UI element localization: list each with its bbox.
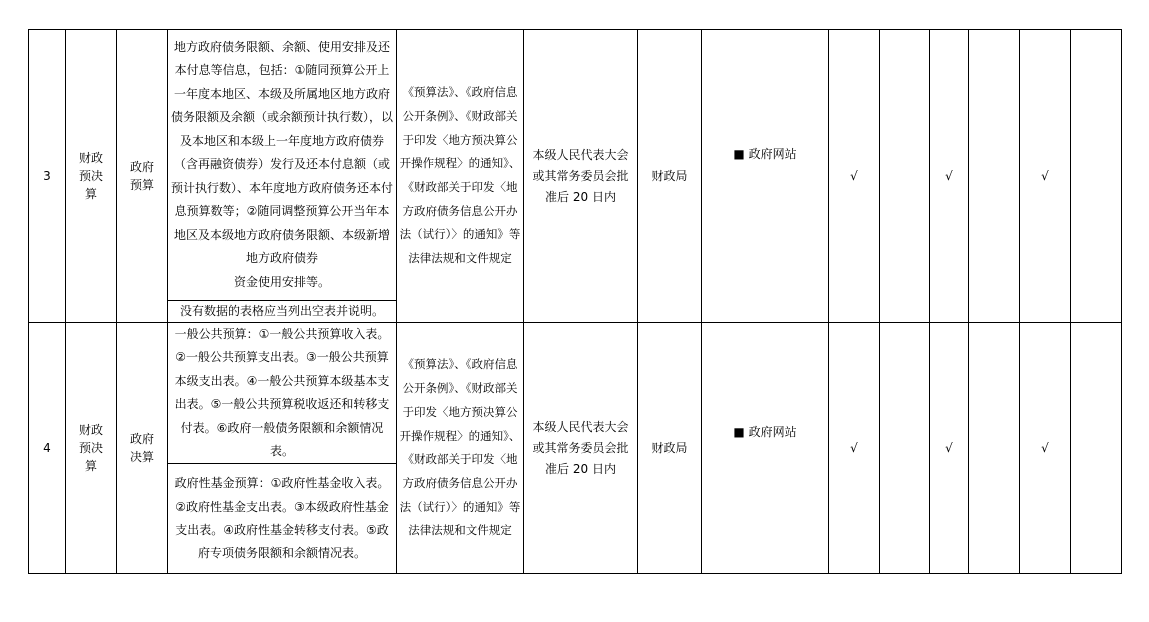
content-main: 地方政府债务限额、余额、使用安排及还本付息等信息，包括：①随同预算公开上一年度本地区、本级及所属地区地方政府债务限额及余额（或余额预计执行数），以及本地区和本级上一年度地方政府债券（含再融资债券）发行及还本付息额（或预计执行数）、本年度地方政府债务还本付息预算数等；②随同调整预算公开当年本地区及本级地方政府债务限额、本级新增地方政府债券 — [170, 39, 393, 266]
check-cell: √ — [829, 323, 880, 574]
content-note: 没有数据的表格应当列出空表并说明。 — [168, 301, 397, 323]
disclosure-table — [28, 29, 1122, 574]
check-cell — [969, 30, 1020, 323]
content-cell — [168, 30, 397, 301]
check-cell — [969, 323, 1020, 574]
check-cell: √ — [930, 323, 969, 574]
basis-cell: 《预算法》、《政府信息公开条例》、《财政部关于印发〈地方预决算公开操作规程〉的通知》、《财政部关于印发〈地方政府债务信息公开办法（试行）〉的通知》等法律法规和文件规定 — [397, 30, 524, 323]
check-cell — [880, 30, 930, 323]
content-a: 一般公共预算：①一般公共预算收入表。②一般公共预算支出表。③一般公共预算本级支出表。④一般公共预算本级基本支出表。⑤一般公共预算税收返还和转移支付表。⑥政府一般债务限额和余额情况表。 — [168, 323, 397, 464]
timing-cell: 本级人民代表大会或其常务委员会批准后 20 日内 — [524, 30, 638, 323]
row-number: 4 — [29, 323, 66, 574]
subcategory-cell: 政府决算 — [117, 323, 168, 574]
subcategory-cell: 政府预算 — [117, 30, 168, 323]
channel-cell: ■ 政府网站 — [702, 30, 829, 323]
table-row — [29, 323, 1122, 464]
channel-cell: ■ 政府网站 — [702, 323, 829, 574]
timing-cell: 本级人民代表大会或其常务委员会批准后 20 日内 — [524, 323, 638, 574]
check-cell — [1071, 323, 1122, 574]
check-cell: √ — [1020, 30, 1071, 323]
check-cell: √ — [930, 30, 969, 323]
check-cell — [1071, 30, 1122, 323]
basis-cell: 《预算法》、《政府信息公开条例》、《财政部关于印发〈地方预决算公开操作规程〉的通知》、《财政部关于印发〈地方政府债务信息公开办法（试行）〉的通知》等法律法规和文件规定 — [397, 323, 524, 574]
check-cell — [880, 323, 930, 574]
content-tail: 资金使用安排等。 — [233, 274, 330, 289]
category-cell: 财政预决算 — [66, 30, 117, 323]
check-cell: √ — [1020, 323, 1071, 574]
category-cell: 财政预决算 — [66, 323, 117, 574]
content-b: 政府性基金预算：①政府性基金收入表。②政府性基金支出表。③本级政府性基金支出表。④政府性基金转移支付表。⑤政府专项债务限额和余额情况表。 — [168, 464, 397, 574]
row-number: 3 — [29, 30, 66, 323]
agency-cell: 财政局 — [638, 30, 702, 323]
agency-cell: 财政局 — [638, 323, 702, 574]
check-cell: √ — [829, 30, 880, 323]
table-row — [29, 30, 1122, 301]
